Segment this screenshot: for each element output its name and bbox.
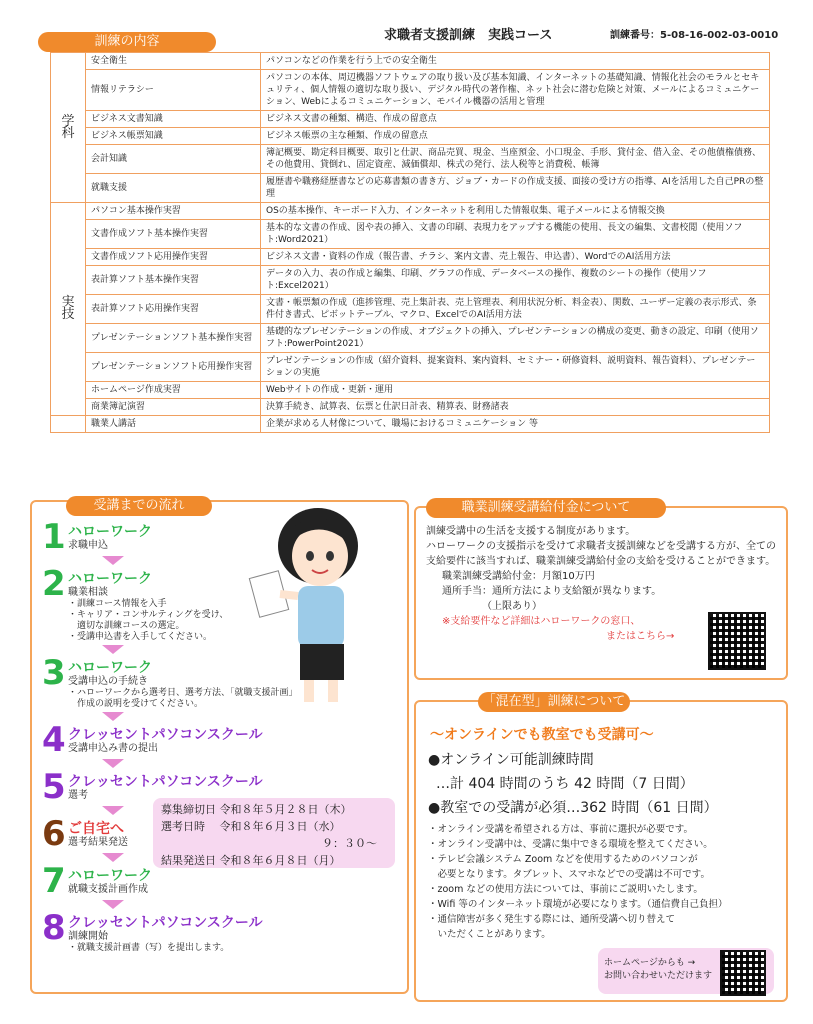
curriculum-table-wrapper [50, 52, 770, 433]
step-title: ハローワーク [68, 524, 152, 540]
subject-name: 職業人講話 [86, 416, 261, 433]
subject-desc: ビジネス帳票の主な種類、作成の留意点 [261, 128, 770, 145]
benefit-desc: ハローワークの支援指示を受けて求職者支援訓練などを受講する方が、全ての支給要件に該当すれば、職業訓練受講給付金の支給を受けることができます。 [426, 541, 776, 567]
subject-name: ビジネス帳票知識 [86, 128, 261, 145]
subject-name: 文書作成ソフト応用操作実習 [86, 249, 261, 266]
subject-desc: データの入力、表の作成と編集、印刷、グラフの作成、データベースの操作、複数のシートの操作（使用ソフト:Excel2021） [261, 266, 770, 295]
benefit-qr-code[interactable] [708, 612, 766, 670]
subject-desc: 企業が求める人材像について、職場におけるコミュニケーション 等 [261, 416, 770, 433]
step-body [68, 817, 128, 849]
table-row [51, 70, 770, 111]
section-pill-curriculum: 訓練の内容 [38, 32, 216, 52]
subject-name: 文書作成ソフト基本操作実習 [86, 220, 261, 249]
step-note: ・受講申込書を入手してください。 [68, 632, 213, 642]
flow-step [42, 720, 402, 760]
hybrid-note: ・Wifi 等のインターネット環境が必要になります。（通信費自己負担） [428, 899, 728, 910]
subject-name: 表計算ソフト応用操作実習 [86, 295, 261, 324]
subject-name: 就職支援 [86, 174, 261, 203]
subject-name: 情報リテラシー [86, 70, 261, 111]
step-title: クレッセントパソコンスクール [68, 727, 263, 743]
category-label: 実技 [51, 203, 86, 416]
hybrid-note: ・通信障害が多く発生する際には、通所受講へ切り替えて [428, 914, 676, 925]
step-note: ・訓練コース情報を入手 [68, 599, 167, 609]
table-row [51, 174, 770, 203]
benefit-note: ※支給要件など詳細はハローワークの窓口、 [442, 616, 641, 627]
step-body [68, 911, 263, 954]
benefit-link-text[interactable]: またはこちら→ [606, 631, 675, 642]
page-title: 求職者支援訓練 実践コース [384, 28, 553, 43]
step-number: 2 [42, 564, 66, 604]
homepage-text-2: お問い合わせいただけます [604, 971, 713, 981]
step-title: ハローワーク [68, 571, 152, 587]
schedule-box [153, 798, 395, 868]
step-title: ご自宅へ [68, 821, 124, 837]
hybrid-note: ・zoom などの使用方法については、事前にご説明いたします。 [428, 884, 703, 895]
schedule-exam-time: ９：３０～ [322, 837, 377, 850]
hybrid-online-hours: ●オンライン可能訓練時間 [428, 752, 594, 768]
category-label: 学科 [51, 53, 86, 203]
flow-arrow-icon [102, 806, 124, 815]
subject-desc: ビジネス文書の種類、構造、作成の留意点 [261, 111, 770, 128]
subject-desc: パソコンなどの作業を行う上での安全衛生 [261, 53, 770, 70]
subject-name: 商業簿記演習 [86, 399, 261, 416]
benefit-limit: （上限あり） [482, 601, 542, 612]
subject-name: 会計知識 [86, 145, 261, 174]
flow-arrow-icon [102, 712, 124, 721]
step-subtitle: 受講申込み書の提出 [68, 743, 158, 754]
step-note: ・ハローワークから選考日、選考方法、「就職支援計画」 [68, 688, 298, 698]
table-row [51, 295, 770, 324]
table-row [51, 399, 770, 416]
subject-name: ビジネス文書知識 [86, 111, 261, 128]
step-note: 適切な訓練コースの選定。 [68, 621, 185, 631]
subject-name: 表計算ソフト基本操作実習 [86, 266, 261, 295]
flow-arrow-icon [102, 900, 124, 909]
table-row [51, 266, 770, 295]
benefit-intro: 訓練受講中の生活を支援する制度があります。 [426, 526, 636, 537]
step-subtitle: 選考結果発送 [68, 837, 128, 848]
flow-arrow-icon [102, 853, 124, 862]
schedule-deadline: 募集締切日 令和８年５月２８日（木） [161, 803, 352, 816]
subject-name: ホームページ作成実習 [86, 382, 261, 399]
course-code: 訓練番号：5-08-16-002-03-0010 [610, 30, 779, 41]
step-subtitle: 職業相談 [68, 587, 108, 598]
section-pill-hybrid: 「混在型」訓練について [478, 692, 630, 712]
step-number: 6 [42, 814, 66, 854]
step-number: 8 [42, 908, 66, 948]
homepage-qr-code[interactable] [720, 950, 766, 996]
hybrid-note: ・オンライン受講中は、受講に集中できる環境を整えてください。 [428, 839, 713, 850]
subject-name: パソコン基本操作実習 [86, 203, 261, 220]
table-row [51, 220, 770, 249]
table-row [51, 203, 770, 220]
hybrid-hours [428, 748, 718, 820]
hybrid-note: いただくことがあります。 [428, 929, 551, 940]
hybrid-online-detail: …計 404 時間のうち 42 時間（7 日間） [436, 776, 694, 792]
subject-desc: プレゼンテーションの作成（紹介資料、提案資料、案内資料、セミナー・研修資料、説明資料、報告資料）、プレゼンテーションの実施 [261, 353, 770, 382]
category-cell-blank [51, 416, 86, 433]
step-subtitle: 選考 [68, 790, 88, 801]
table-row [51, 416, 770, 433]
table-row [51, 382, 770, 399]
hybrid-classroom-hours: ●教室での受講が必須…362 時間（61 日間） [428, 800, 718, 816]
subject-name: プレゼンテーションソフト基本操作実習 [86, 324, 261, 353]
flow-arrow-icon [102, 645, 124, 654]
flow-arrow-icon [102, 556, 124, 565]
hybrid-note: ・テレビ会議システム Zoom などを使用するためのパソコンが [428, 854, 698, 865]
character-illustration [240, 504, 390, 704]
homepage-text-1: ホームページからも → [604, 958, 696, 968]
step-number: 3 [42, 653, 66, 693]
curriculum-table [50, 52, 770, 433]
table-row [51, 324, 770, 353]
subject-desc: 簿記概要、勘定科目概要、取引と仕訳、商品売買、現金、当座預金、小口現金、手形、貸付金、借入金、その他債権債務、その他費用、貸倒れ、固定資産、減価償却、株式の発行、法人税等と消費税、帳簿 [261, 145, 770, 174]
table-row [51, 53, 770, 70]
flow-step [42, 908, 402, 954]
subject-desc: 基本的な文書の作成、図や表の挿入、文書の印刷、表現力をアップする機能の使用、長文の編集、文書校閲（使用ソフト:Word2021） [261, 220, 770, 249]
table-row [51, 128, 770, 145]
step-number: 5 [42, 767, 66, 807]
subject-desc: OSの基本操作、キーボード入力、インターネットを利用した情報収集、電子メールによる情報交換 [261, 203, 770, 220]
table-row [51, 111, 770, 128]
step-subtitle: 就職支援計画作成 [68, 884, 148, 895]
step-title: クレッセントパソコンスクール [68, 915, 263, 931]
step-note: ・就職支援計画書（写）を提出します。 [68, 943, 230, 953]
step-subtitle: 受講申込の手続き [68, 676, 148, 687]
subject-desc: Webサイトの作成・更新・運用 [261, 382, 770, 399]
step-body [68, 723, 263, 755]
step-title: ハローワーク [68, 660, 152, 676]
schedule-exam-date: 選考日時 令和８年６月３日（水） [161, 820, 341, 833]
step-title: クレッセントパソコンスクール [68, 774, 263, 790]
step-number: 4 [42, 720, 66, 760]
step-note: 作成の説明を受けてください。 [68, 699, 204, 709]
subject-desc: 文書・帳票類の作成（進捗管理、売上集計表、売上管理表、利用状況分析、料金表）、関数、ユーザー定義の表示形式、条件付き書式、ピボットテーブル、マクロ、ExcelでのAI活用方法 [261, 295, 770, 324]
table-row [51, 249, 770, 266]
step-body [68, 864, 152, 896]
subject-desc: 基礎的なプレゼンテーションの作成、オブジェクトの挿入、プレゼンテーションの構成の変更、動きの設定、印刷（使用ソフト:PowerPoint2021） [261, 324, 770, 353]
schedule-result-date: 結果発送日 令和８年６月８日（月） [161, 854, 341, 867]
subject-desc: ビジネス文書・資料の作成（報告書、チラシ、案内文書、売上報告、申込書）、WordでのAI活用方法 [261, 249, 770, 266]
step-number: 1 [42, 517, 66, 557]
flow-arrow-icon [102, 759, 124, 768]
benefit-amount: 職業訓練受講給付金：月額10万円 [442, 571, 595, 582]
hybrid-note: ・オンライン受講を希望される方は、事前に選択が必要です。 [428, 824, 693, 835]
section-pill-benefit: 職業訓練受講給付金について [426, 498, 666, 518]
table-row [51, 145, 770, 174]
benefit-transport: 通所手当：通所方法により支給額が異なります。 [442, 586, 662, 597]
hybrid-note: 必要となります。タブレット、スマホなどでの受講は不可です。 [428, 869, 710, 880]
subject-desc: パソコンの本体、周辺機器ソフトウェアの取り扱い及び基本知識、インターネットの基礎知識、情報化社会のモラルとセキュリティ、個人情報の適切な取り扱い、デジタル時代の著作権、ネット社会に潜む危険と対策、メールによるコミュニケーション、Webによるコミュニケーション、モバイル機器の活用と管理 [261, 70, 770, 111]
table-row [51, 353, 770, 382]
hybrid-notes [428, 822, 778, 942]
subject-desc: 履歴書や職務経歴書などの応募書類の書き方、ジョブ・カードの作成支援、面接の受け方の指導、AIを活用した自己PRの整理 [261, 174, 770, 203]
subject-name: プレゼンテーションソフト応用操作実習 [86, 353, 261, 382]
step-subtitle: 訓練開始 [68, 931, 108, 942]
subject-name: 安全衛生 [86, 53, 261, 70]
section-pill-flow: 受講までの流れ [66, 496, 212, 516]
step-note: ・キャリア・コンサルティングを受け、 [68, 610, 229, 620]
hybrid-headline: ～オンラインでも教室でも受講可～ [430, 727, 654, 743]
step-title: ハローワーク [68, 868, 152, 884]
subject-desc: 決算手続き、試算表、伝票と仕訳日計表、精算表、財務諸表 [261, 399, 770, 416]
step-number: 7 [42, 861, 66, 901]
step-body [68, 520, 152, 552]
step-body [68, 567, 228, 643]
step-subtitle: 求職申込 [68, 540, 108, 551]
